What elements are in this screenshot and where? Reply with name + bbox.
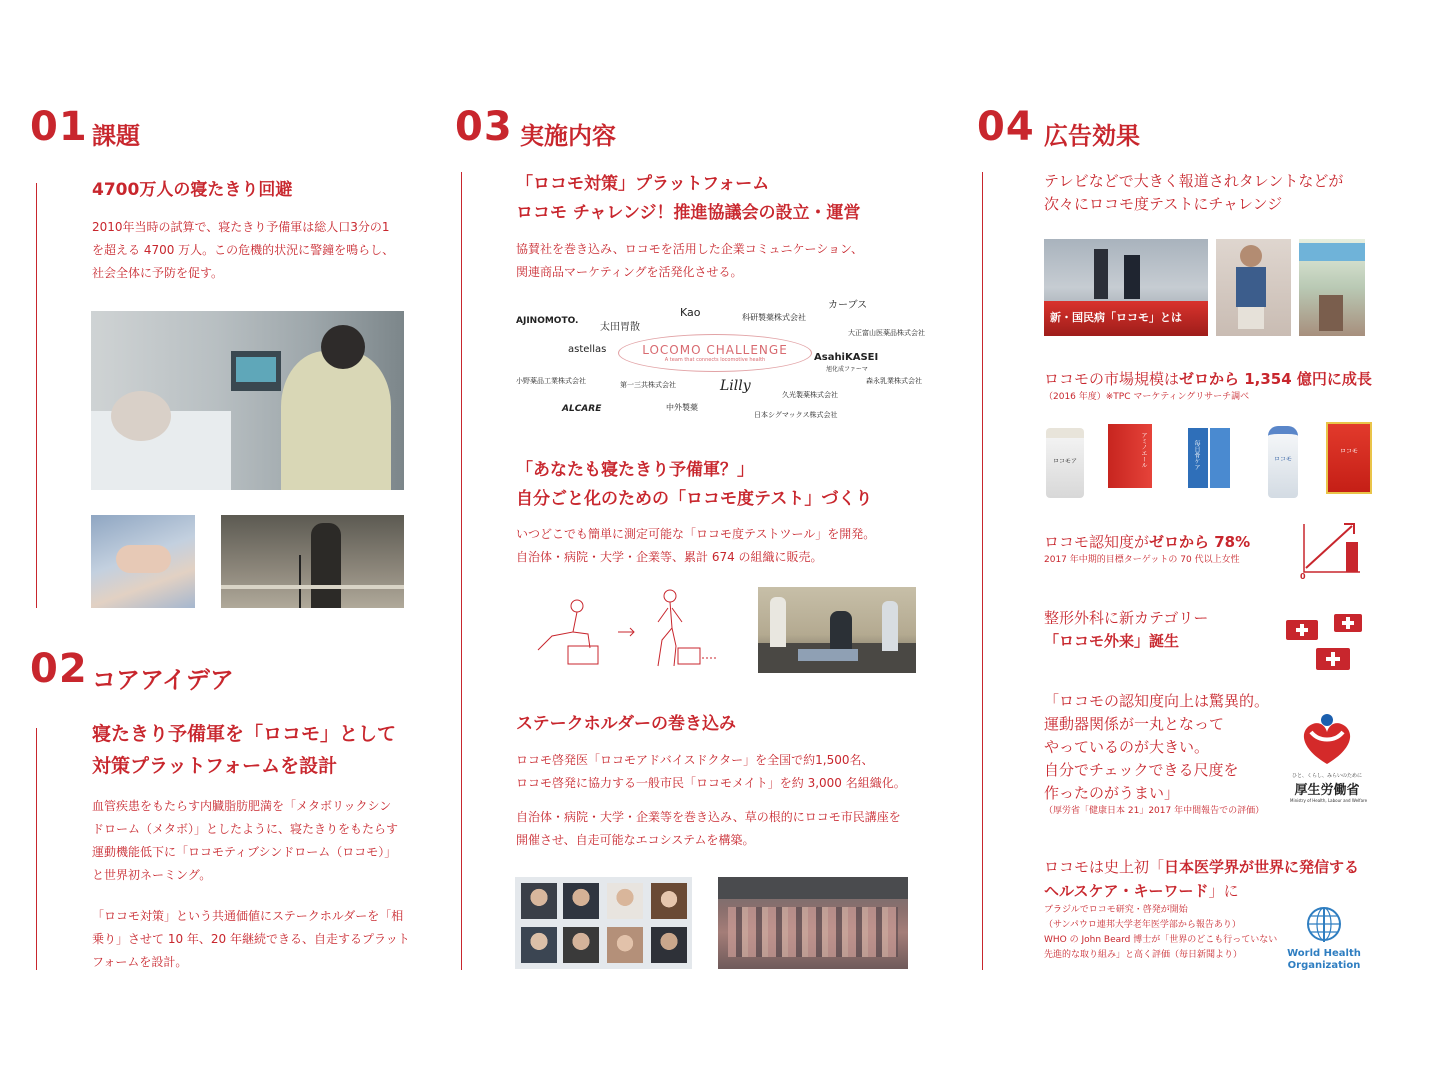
logo-alcare: ALCARE [562,404,602,414]
title-line: 「あなたも寝たきり予備軍？」 [516,460,754,480]
awareness-pre: ロコモ認知度が [1044,533,1150,551]
title-line: 自分ごと化のための「ロコモ度テスト」づくり [516,489,873,509]
seminar-photo [758,587,916,673]
tv-variety-photo [1299,239,1365,336]
mhlw-logo [1290,712,1368,803]
market-size-headline [1044,368,1372,389]
section-02-rule [36,728,37,970]
category-line-1: 整形外科に新カテゴリー [1044,609,1209,627]
global-post: 」に [1208,882,1239,900]
locomo-challenge-subtext: A team that connects locomotive health [664,357,766,363]
logo-nippon-sigmax: 日本シグマックス株式会社 [754,411,838,419]
cane-walker-photo [221,515,404,608]
section-01-body [92,216,422,285]
product-jar [1046,428,1084,498]
section-02-body-2 [92,905,432,974]
medical-kit-icons [1286,606,1366,672]
awareness-strong: ゼロから 78% [1149,533,1251,551]
quote-line: やっているのが大きい。 [1044,738,1210,756]
body-line: 自治体・病院・大学・企業等、累計 674 の組織に販売。 [516,550,823,564]
logo-astellas: astellas [568,344,607,355]
logo-chugai: 中外製薬 [666,403,698,412]
market-size-pre: ロコモの市場規模は [1044,370,1180,388]
note-line: WHO の John Beard 博士が「世界のどこも行っていない [1044,935,1278,945]
hospital-photo [91,311,404,490]
section-04-title: 広告効果 [1044,122,1140,150]
mhlw-name-en: Ministry of Health, Labour and Welfare [1290,798,1368,803]
product-label: ロコモ [1339,448,1358,455]
section-03-number: 03 [455,104,513,150]
intro-line: 次々にロコモ度テストにチャレンジ [1044,195,1283,213]
section-01-subtitle: 4700万人の寝たきり回避 [92,180,293,200]
mhlw-quote [1044,690,1269,805]
product-label: ロコモ [1273,456,1292,463]
subtitle-line: 寝たきり予備軍を「ロコモ」として [92,723,397,745]
section-04-number: 04 [977,104,1035,150]
body-line: を超える 4700 万人。この危機的状況に警鐘を鳴らし、 [92,243,395,257]
iv-hand-photo [91,515,195,608]
global-headline [1044,855,1364,903]
body-line: 「ロコモ対策」という共通価値にステークホルダーを「相 [92,909,404,923]
sec04-intro [1044,170,1343,216]
sec03-block2-body [516,523,875,569]
body-line: 運動機能低下に「ロコモティブシンドローム（ロコモ）」 [92,845,397,859]
who-name-2: Organization [1287,960,1361,971]
product-label: アミノエール [1140,432,1147,468]
section-01-number: 01 [30,104,88,150]
medical-kit-svg [1286,606,1366,672]
doctor-portrait-grid [515,877,692,969]
who-emblem-svg [1304,904,1344,944]
body-line: 乗り」させて 10 年、20 年継続できる、自走するプラット [92,932,410,946]
body-line: 開催させ、自走可能なエコシステムを構築。 [516,833,755,847]
global-strong-2: ヘルスケア・キーワード [1044,882,1209,900]
note-line: ブラジルでロコモ研究・啓発が開始 [1044,905,1188,915]
stand-up-test-svg [530,588,730,673]
intro-line: テレビなどで大きく報道されタレントなどが [1044,172,1344,190]
logo-morinaga: 森永乳業株式会社 [866,377,922,385]
product-label: 毎日骨ケア [1193,440,1200,470]
mhlw-quote-source: （厚労省「健康日本 21」2017 年中間報告での評価） [1044,806,1265,816]
product-row [1040,418,1370,494]
product-box-red [1108,424,1152,488]
body-line: と世界初ネーミング。 [92,868,212,882]
section-01-title: 課題 [92,122,140,150]
locomo-challenge-logo [618,334,812,372]
tv-caption: 新・国民病「ロコモ」とは [1050,311,1182,324]
who-name-1: World Health [1287,948,1361,959]
lecture-audience-photo [718,877,908,969]
body-line: 血管疾患をもたらす内臓脂肪肥満を「メタボリックシン [92,799,392,813]
body-line: 協賛社を巻き込み、ロコモを活用した企業コミュニケーション、 [516,242,864,256]
global-strong-1: 日本医学界が世界に発信する [1164,858,1360,876]
body-line: 2010年当時の試算で、寝たきり予備軍は総人口3分の1 [92,220,390,234]
locomo-challenge-text: LOCOMO CHALLENGE [642,343,788,357]
stand-up-test-illustration [530,588,730,673]
growth-axis-zero: 0 [1300,572,1306,581]
note-line: 先進的な取り組み」と高く評価（毎日新聞より） [1044,950,1243,960]
body-line: 自治体・病院・大学・企業等を巻き込み、草の根的にロコモ市民講座を [516,810,901,824]
body-line: ドローム（メタボ）」としたように、寝たきりをもたらす [92,822,399,836]
section-01-rule [36,183,37,608]
logo-asahikasei-pharma: 旭化成ファーマ [826,366,868,373]
market-size-strong: ゼロから 1,354 億円に成長 [1179,370,1372,388]
product-cartons [1188,428,1230,488]
logo-taisho-toyama: 大正富山医薬品株式会社 [848,329,925,337]
sec03-block1-body [516,238,863,284]
quote-line: 作ったのがうまい」 [1044,784,1180,802]
logo-curves: カーブス [828,300,868,311]
body-line: ロコモ啓発医「ロコモアドバイスドクター」を全国で約1,500名、 [516,753,874,767]
mhlw-emblem-svg [1297,712,1357,768]
logo-lilly: Lilly [720,378,751,394]
global-notes [1044,903,1277,963]
quote-line: 運動器関係が一丸となって [1044,715,1225,733]
sponsor-logo-cloud [510,292,930,422]
product-bottle [1268,426,1298,498]
new-category-headline [1044,607,1208,653]
section-02-number: 02 [30,646,88,692]
logo-ono: 小野薬品工業株式会社 [516,377,586,385]
logo-ohta: 太田胃散 [600,322,640,333]
sec03-block1-title [516,170,861,228]
quote-line: 「ロコモの認知度向上は驚異的。 [1044,692,1270,710]
awareness-note: 2017 年中期的目標ターゲットの 70 代以上女性 [1044,555,1240,565]
body-line: いつどこでも簡単に測定可能な「ロコモ度テストツール」を開発。 [516,527,876,541]
logo-hisamitsu: 久光製薬株式会社 [782,391,838,399]
awareness-headline [1044,531,1250,552]
logo-kao: Kao [680,306,701,319]
body-line: フォームを設計。 [92,955,188,969]
product-box-gold [1326,422,1372,494]
tv-news-screenshot [1044,239,1208,336]
growth-chart-icon [1296,520,1362,582]
note-line: （サンパウロ連邦大学老年医学部から報告あり） [1044,920,1241,930]
subtitle-line: 対策プラットフォームを設計 [92,755,338,777]
logo-daiichi-sankyo: 第一三共株式会社 [620,381,676,389]
section-02-title: コアアイデア [92,666,234,694]
logo-kaken: 科研製薬株式会社 [742,313,806,322]
body-line: 関連商品マーケティングを活発化させる。 [516,265,743,279]
global-pre: ロコモは史上初「 [1044,858,1165,876]
product-label: ロコモア [1052,458,1077,465]
sec03-block3-body-2 [516,806,901,852]
mhlw-name: 厚生労働省 [1294,783,1360,798]
body-line: ロコモ啓発に協力する一般市民「ロコモメイト」を約 3,000 名組織化。 [516,776,906,790]
section-03-title: 実施内容 [520,122,616,150]
quote-line: 自分でチェックできる尺度を [1044,761,1239,779]
sec03-block3-body-1 [516,749,906,795]
sec03-block2-title [516,456,872,514]
title-line: ロコモ チャレンジ！推進協議会の設立・運営 [516,203,861,223]
category-line-2: 「ロコモ外来」誕生 [1044,632,1180,650]
logo-ajinomoto: AJINOMOTO. [516,316,579,326]
sec03-block3-title: ステークホルダーの巻き込み [516,714,736,734]
logo-asahikasei: AsahiKASEI [814,352,879,363]
who-logo [1286,904,1362,970]
body-line: 社会全体に予防を促す。 [92,266,224,280]
section-03-rule [461,172,462,970]
title-line: 「ロコモ対策」プラットフォーム [516,174,770,194]
talent-test-photo [1216,239,1291,336]
market-size-note: （2016 年度）※TPC マーケティングリサーチ調べ [1044,392,1250,402]
mhlw-tagline: ひと、くらし、みらいのために [1291,773,1362,779]
section-02-body-1 [92,795,432,887]
section-04-rule [982,172,983,970]
section-02-subtitle [92,718,396,782]
